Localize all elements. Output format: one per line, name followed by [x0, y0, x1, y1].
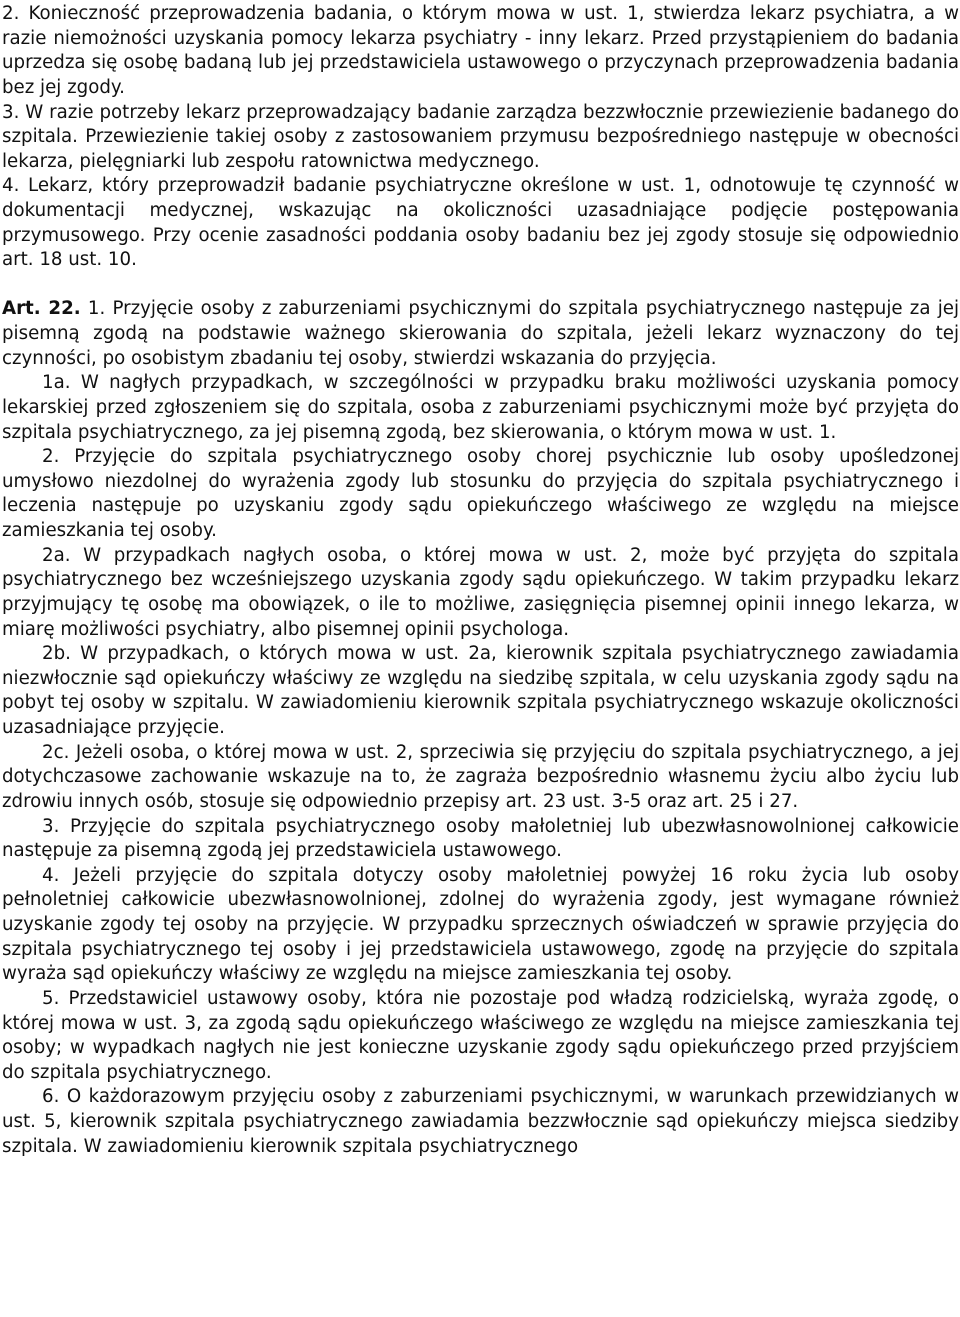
paragraph-art22-ust1a — [2, 371, 959, 445]
paragraph-text: 4. Lekarz, który przeprowadził badanie psychiatryczne określone w ust. 1, odnotowuje tę czynność w dokumentacji medycznej, wskazując na okoliczności uzasadniające podjęcie postępowania przymusowego. Przy ocenie zasadności poddania osoby badaniu bez jej zgody stosuje się odpowiednio art. 18 ust. 10. — [2, 175, 959, 271]
paragraph-text: 3. Przyjęcie do szpitala psychiatrycznego osoby małoletniej lub ubezwłasnowolnionej całkowicie następuje za pisemną zgodą jej przedstawiciela ustawowego. — [2, 815, 959, 862]
paragraph-art22-ust6 — [2, 1085, 959, 1159]
paragraph-art22-ust2b — [2, 642, 959, 741]
paragraph-text: 2. Konieczność przeprowadzenia badania, o którym mowa w ust. 1, stwierdza lekarz psychiatra, a w razie niemożności uzyskania pomocy lekarza psychiatry - inny lekarz. Przed przystąpieniem do badania uprzedza się osobę badaną lub jej przedstawiciela ustawowego o przyczynach przeprowadzenia badania bez jej zgody. — [2, 3, 959, 98]
paragraph-text: 1. Przyjęcie osoby z zaburzeniami psychicznymi do szpitala psychiatrycznego następuje za jej pisemną zgodą na podstawie ważnego skierowania do szpitala, jeżeli lekarz wyznaczony do tej czynności, po osobistym zbadaniu tej osoby, stwierdzi wskazania do przyjęcia. — [2, 298, 960, 369]
paragraph-text: 2. Przyjęcie do szpitala psychiatrycznego osoby chorej psychicznie lub osoby upośledzonej umysłowo niezdolnej do wyrażenia zgody lub stosunku do przyjęcia do szpitala psychiatrycznego i leczenia następuje po uzyskaniu zgody sądu opiekuńczego właściwego ze względu na miejsce zamieszkania tej osoby. — [2, 446, 959, 542]
paragraph-text: 3. W razie potrzeby lekarz przeprowadzający badanie zarządza bezzwłocznie przewiezienie badanego do szpitala. Przewiezienie takiej osoby z zastosowaniem przymusu bezpośredniego następuje w obecności lekarza, pielęgniarki lub zespołu ratownictwa medycznego. — [2, 101, 959, 172]
paragraph-text: 2c. Jeżeli osoba, o której mowa w ust. 2, sprzeciwia się przyjęciu do szpitala psychiatrycznego, a jej dotychczasowe zachowanie wskazuje na to, że zagraża bezpośrednio własnemu życiu albo życiu lub zdrowiu innych osób, stosuje się odpowiednio przepisy art. 23 ust. 3-5 oraz art. 25 i 27. — [2, 741, 959, 812]
paragraph-art21-ust3 — [2, 101, 959, 175]
paragraph-art22-ust1 — [2, 297, 959, 371]
paragraph-art21-ust2 — [2, 2, 959, 101]
paragraph-text: 1a. W nagłych przypadkach, w szczególności w przypadku braku możliwości uzyskania pomocy lekarskiej przed zgłoszeniem się do szpitala, osoba z zaburzeniami psychicznymi może być przyjęta do szpitala psychiatrycznego, za jej pisemną zgodą, bez skierowania, o którym mowa w ust. 1. — [2, 372, 959, 443]
paragraph-art22-ust2a — [2, 544, 959, 643]
paragraph-art21-ust4 — [2, 174, 959, 273]
paragraph-art22-ust5 — [2, 987, 959, 1086]
article-heading: Art. 22. — [2, 298, 81, 320]
paragraph-art22-ust3 — [2, 815, 959, 864]
paragraph-art22-ust4 — [2, 864, 959, 987]
paragraph-text: 5. Przedstawiciel ustawowy osoby, która nie pozostaje pod władzą rodzicielską, wyraża zgodę, o której mowa w ust. 3, za zgodą sądu opiekuńczego właściwego ze względu na miejsce zamieszkania tej osoby; w wypadkach nagłych nie jest konieczne uzyskanie zgody sądu opiekuńczego przed przyjściem do szpitala psychiatrycznego. — [2, 987, 959, 1083]
paragraph-text: 2b. W przypadkach, o których mowa w ust. 2a, kierownik szpitala psychiatrycznego zawiadamia niezwłocznie sąd opiekuńczy właściwy ze względu na siedzibę szpitala, w celu uzyskania zgody sądu na pobyt tej osoby w szpitalu. W zawiadomieniu kierownik szpitala psychiatrycznego wskazuje okoliczności uzasadniające przyjęcie. — [2, 643, 959, 739]
paragraph-text: 4. Jeżeli przyjęcie do szpitala dotyczy osoby małoletniej powyżej 16 roku życia lub osoby pełnoletniej całkowicie ubezwłasnowolnionej, zdolnej do wyrażenia zgody, jest wymagane również uzyskanie zgody tej osoby na przyjęcie. W przypadku sprzecznych oświadczeń w sprawie przyjęcia do szpitala psychiatrycznego tej osoby i jej przedstawiciela ustawowego, zgodę na przyjęcie do szpitala wyraża sąd opiekuńczy właściwy ze względu na miejsce zamieszkania tej osoby. — [2, 864, 959, 985]
paragraph-art22-ust2 — [2, 445, 959, 544]
paragraph-art22-ust2c — [2, 741, 959, 815]
paragraph-text: 2a. W przypadkach nagłych osoba, o której mowa w ust. 2, może być przyjęta do szpitala psychiatrycznego bez wcześniejszego uzyskania zgody sądu opiekuńczego. W takim przypadku lekarz przyjmujący tę osobę ma obowiązek, o ile to możliwe, zasięgnięcia pisemnej opinii innego lekarza, w miarę możliwości psychiatry, albo pisemnej opinii psychologa. — [2, 544, 959, 640]
paragraph-text: 6. O każdorazowym przyjęciu osoby z zaburzeniami psychicznymi, w warunkach przewidzianych w ust. 5, kierownik szpitala psychiatrycznego zawiadamia bezzwłocznie sąd opiekuńczy miejsca siedziby szpitala. W zawiadomieniu kierownik szpitala psychiatrycznego — [2, 1086, 959, 1157]
